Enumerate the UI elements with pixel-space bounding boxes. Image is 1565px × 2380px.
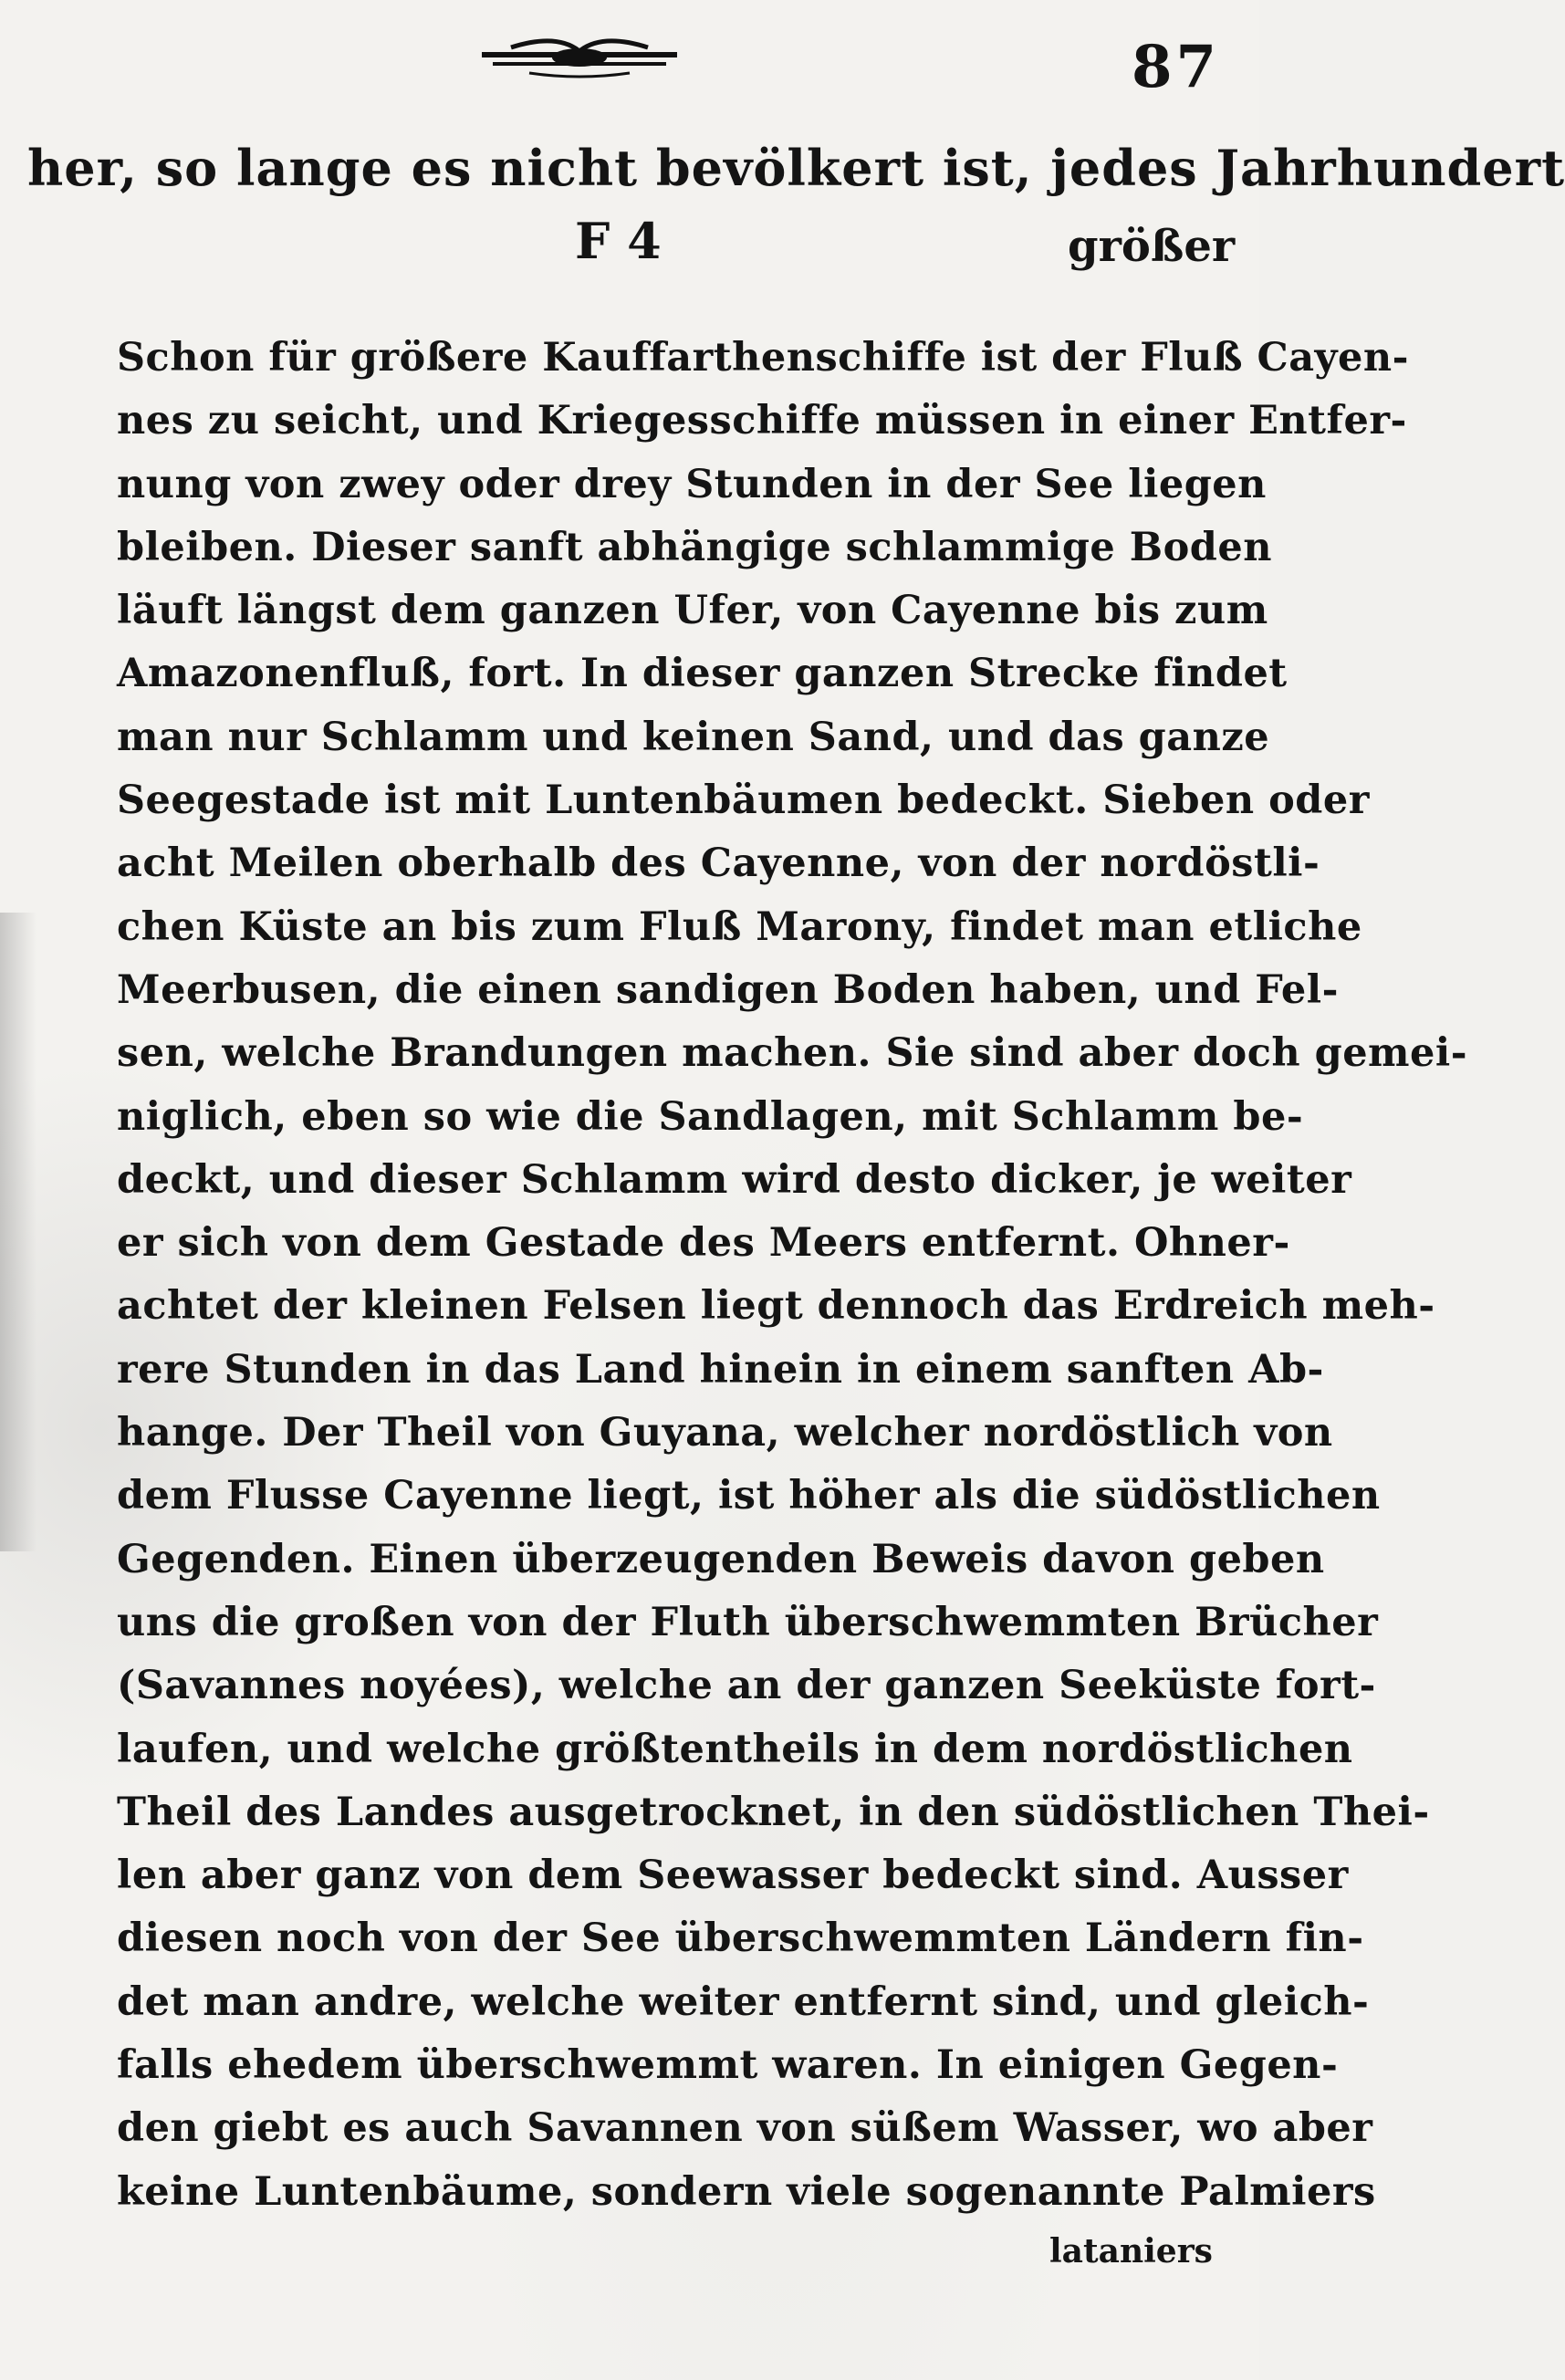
text-line: man nur Schlamm und keinen Sand, und das ganze (117, 714, 1270, 760)
page-number: 87 (1132, 33, 1221, 101)
text-line: Gegenden. Einen überzeugenden Beweis davon geben (117, 1536, 1325, 1582)
text-line: läuft längst dem ganzen Ufer, von Cayenne bis zum (117, 588, 1268, 634)
text-line: (Savannes noyées), welche an der ganzen Seeküste fort- (117, 1663, 1376, 1709)
catchword-bottom: lataniers (1049, 2232, 1213, 2270)
text-line: keine Luntenbäume, sondern viele sogenannte Palmiers (117, 2168, 1376, 2215)
text-line: niglich, eben so wie die Sandlagen, mit Schlamm be- (117, 1093, 1304, 1140)
text-line: dem Flusse Cayenne liegt, ist höher als die südöstlichen (117, 1473, 1381, 1519)
text-line: Schon für größere Kauffarthenschiffe ist der Fluß Cayen- (117, 335, 1410, 381)
text-line: er sich von dem Gestade des Meers entfernt. Ohner- (117, 1220, 1290, 1267)
running-text-top-line: her, so lange es nicht bevölkert ist, jedes Jahrhundert (27, 139, 1565, 197)
text-line: Meerbusen, die einen sandigen Boden haben, und Fel- (117, 966, 1339, 1013)
text-line: rere Stunden in das Land hinein in einem sanften Ab- (117, 1346, 1324, 1393)
text-line: sen, welche Brandungen machen. Sie sind aber doch gemei- (117, 1030, 1468, 1077)
text-line: hange. Der Theil von Guyana, welcher nordöstlich von (117, 1410, 1333, 1456)
text-line: den giebt es auch Savannen von süßem Wasser, wo aber (117, 2105, 1373, 2152)
text-line: Amazonenfluß, fort. In dieser ganzen Strecke findet (117, 651, 1288, 697)
printer-ornament-icon (475, 27, 684, 82)
catchword-top: größer (1068, 221, 1236, 272)
text-line: nung von zwey oder drey Stunden in der See liegen (117, 461, 1267, 507)
text-line: nes zu seicht, und Kriegesschiffe müssen in einer Entfer- (117, 398, 1407, 444)
text-line: laufen, und welche größtentheils in dem nordöstlichen (117, 1726, 1353, 1772)
text-line: achtet der kleinen Felsen liegt dennoch das Erdreich meh- (117, 1283, 1435, 1330)
text-line: uns die großen von der Fluth überschwemmten Brücher (117, 1599, 1379, 1645)
edge-shadow (0, 913, 37, 1551)
text-line: falls ehedem überschwemmt waren. In einigen Gegen- (117, 2042, 1339, 2089)
text-line: det man andre, welche weiter entfernt sind, und gleich- (117, 1978, 1370, 2025)
text-line: len aber ganz von dem Seewasser bedeckt sind. Ausser (117, 1853, 1349, 1899)
text-line: chen Küste an bis zum Fluß Marony, findet man etliche (117, 903, 1362, 950)
signature-mark: F 4 (575, 212, 662, 270)
text-line: acht Meilen oberhalb des Cayenne, von der nordöstli- (117, 840, 1320, 887)
text-line: deckt, und dieser Schlamm wird desto dicker, je weiter (117, 1156, 1352, 1203)
text-line: diesen noch von der See überschwemmten Ländern fin- (117, 1915, 1364, 1962)
text-line: Theil des Landes ausgetrocknet, in den südöstlichen Thei- (117, 1789, 1430, 1835)
text-line: Seegestade ist mit Luntenbäumen bedeckt. Sieben oder (117, 778, 1370, 824)
text-line: bleiben. Dieser sanft abhängige schlammige Boden (117, 524, 1272, 570)
body-text (117, 327, 1468, 2224)
